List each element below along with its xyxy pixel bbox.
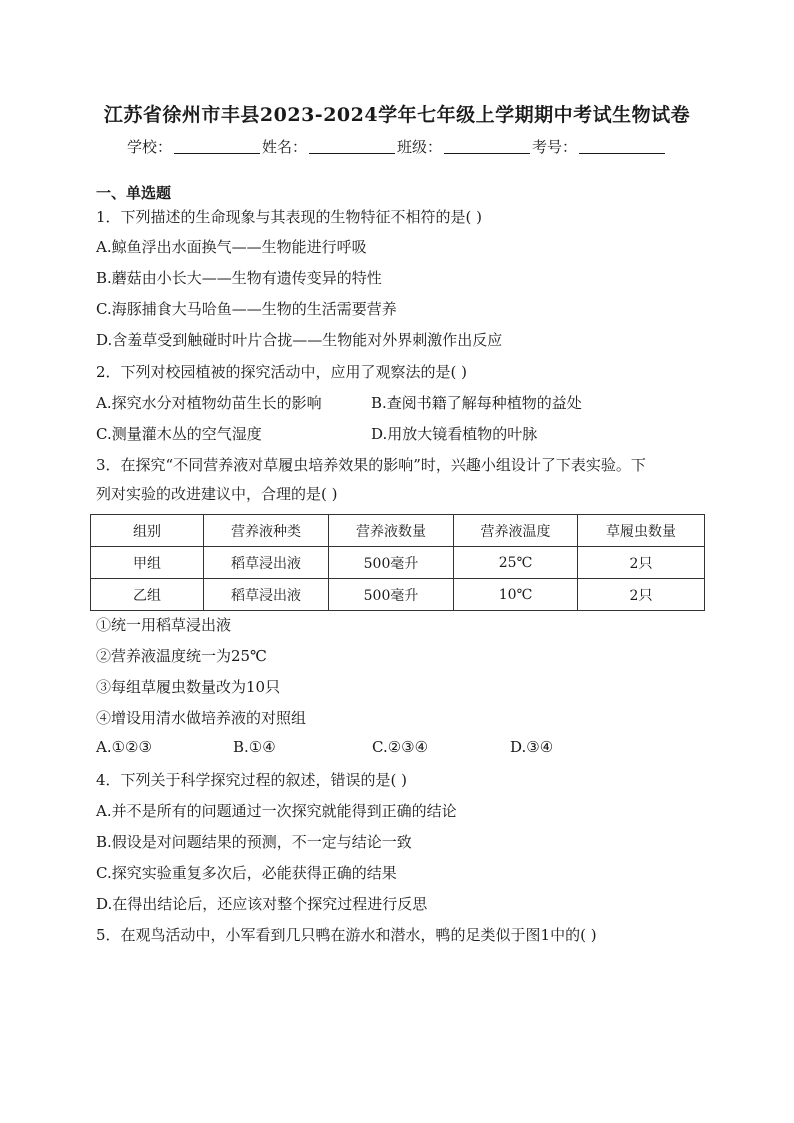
q3-option-c: C.②③④	[372, 738, 429, 756]
q1-stem: 1．下列描述的生命现象与其表现的生物特征不相符的是( )	[96, 208, 483, 226]
table-cell: 25℃	[454, 547, 578, 579]
q3-option-b: B.①④	[233, 738, 276, 756]
q1-option-c: C.海豚捕食大马哈鱼——生物的生活需要营养	[96, 300, 397, 318]
table-cell: 10℃	[454, 579, 578, 611]
q3-stem-line1: 3．在探究“不同营养液对草履虫培养效果的影响”时，兴趣小组设计了下表实验。下	[96, 456, 646, 474]
class-label: 班级：	[397, 138, 443, 156]
q2-option-c: C.测量灌木丛的空气湿度	[96, 425, 262, 443]
q4-option-b: B.假设是对问题结果的预测，不一定与结论一致	[96, 833, 412, 851]
school-blank	[174, 139, 260, 154]
table-cell: 乙组	[91, 579, 204, 611]
table-header-cell: 组别	[91, 515, 204, 547]
table-cell: 2只	[578, 547, 705, 579]
q4-option-a: A.并不是所有的问题通过一次探究就能得到正确的结论	[96, 802, 457, 820]
q2-option-a: A.探究水分对植物幼苗生长的影响	[96, 394, 322, 412]
q2-stem: 2．下列对校园植被的探究活动中，应用了观察法的是( )	[96, 363, 468, 381]
number-blank	[579, 139, 665, 154]
q4-stem: 4．下列关于科学探究过程的叙述，错误的是( )	[96, 771, 408, 789]
q3-statement-4: ④增设用清水做培养液的对照组	[96, 709, 307, 727]
name-label: 姓名：	[261, 138, 307, 156]
q3-option-a: A.①②③	[96, 738, 152, 756]
table-row	[91, 547, 705, 579]
q3-statement-2: ②营养液温度统一为25℃	[96, 647, 267, 665]
table-header-cell: 草履虫数量	[578, 515, 705, 547]
table-header-cell: 营养液温度	[454, 515, 578, 547]
class-blank	[444, 139, 530, 154]
q1-option-b: B.蘑菇由小长大——生物有遗传变异的特性	[96, 269, 382, 287]
exam-title: 江苏省徐州市丰县2023-2024学年七年级上学期期中考试生物试卷	[103, 104, 691, 126]
table-cell: 500毫升	[329, 579, 454, 611]
q4-option-d: D.在得出结论后，还应该对整个探究过程进行反思	[96, 895, 428, 913]
student-info-line	[0, 136, 794, 157]
q4-option-c: C.探究实验重复多次后，必能获得正确的结果	[96, 864, 397, 882]
table-row	[91, 579, 705, 611]
table-cell: 稻草浸出液	[204, 547, 329, 579]
name-blank	[309, 139, 395, 154]
q3-stem-line2: 列对实验的改进建议中，合理的是( )	[96, 485, 338, 503]
table-cell: 稻草浸出液	[204, 579, 329, 611]
number-label: 考号：	[532, 138, 578, 156]
table-header-cell: 营养液种类	[204, 515, 329, 547]
table-header-row	[91, 515, 705, 547]
q1-option-d: D.含羞草受到触碰时叶片合拢——生物能对外界刺激作出反应	[96, 331, 503, 349]
experiment-table	[90, 514, 705, 611]
q2-option-b: B.查阅书籍了解每种植物的益处	[371, 394, 582, 412]
q3-option-d: D.③④	[510, 738, 554, 756]
table-cell: 2只	[578, 579, 705, 611]
q3-statement-1: ①统一用稻草浸出液	[96, 616, 232, 634]
q5-stem: 5．在观鸟活动中，小军看到几只鸭在游水和潜水，鸭的足类似于图1中的( )	[96, 926, 597, 944]
table-cell: 500毫升	[329, 547, 454, 579]
section-heading: 一、单选题	[96, 184, 172, 202]
table-cell: 甲组	[91, 547, 204, 579]
q3-statement-3: ③每组草履虫数量改为10只	[96, 678, 281, 696]
school-label: 学校：	[126, 138, 172, 156]
q2-option-d: D.用放大镜看植物的叶脉	[371, 425, 538, 443]
table-header-cell: 营养液数量	[329, 515, 454, 547]
q1-option-a: A.鲸鱼浮出水面换气——生物能进行呼吸	[96, 238, 367, 256]
